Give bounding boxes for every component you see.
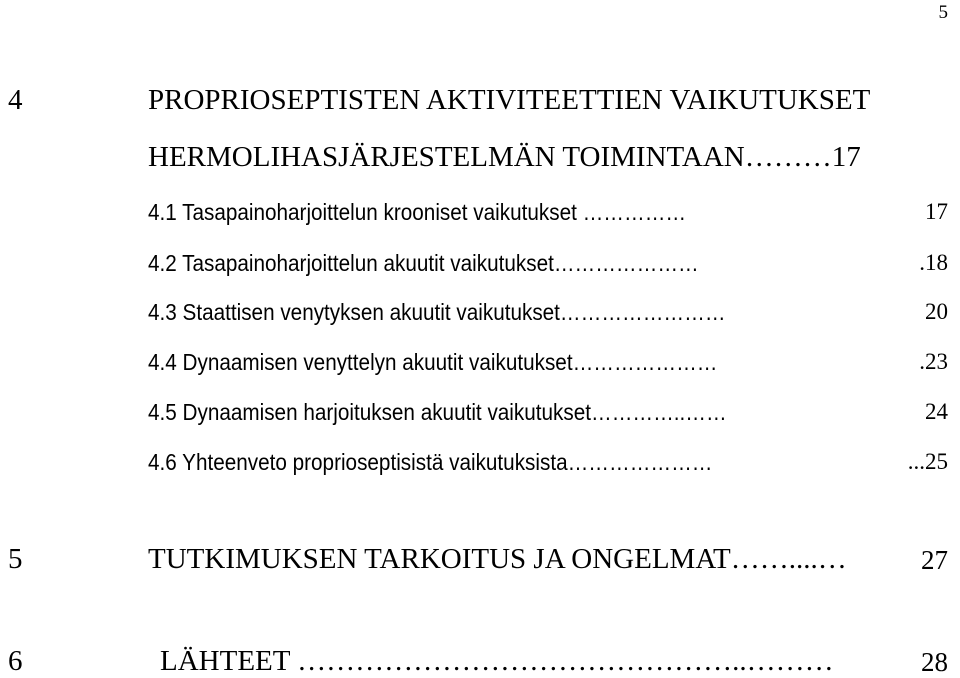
- chapter-6-page: 28: [921, 647, 948, 677]
- section-4-2-entry: 4.2 Tasapainoharjoittelun akuutit vaikutukset…………………: [148, 250, 699, 276]
- chapter-4-title-line-2: HERMOLIHASJÄRJESTELMÄN TOIMINTAAN………17: [148, 141, 861, 173]
- section-4-6-page: ...25: [907, 449, 948, 474]
- chapter-5-title: TUTKIMUKSEN TARKOITUS JA ONGELMAT……....…: [148, 543, 847, 575]
- chapter-4-title-line-1: PROPRIOSEPTISTEN AKTIVITEETTIEN VAIKUTUKSET: [148, 84, 871, 116]
- section-4-3-page: 20: [925, 299, 948, 324]
- page-number: 5: [938, 2, 948, 23]
- section-4-5-entry: 4.5 Dynaamisen harjoituksen akuutit vaikutukset…………..……: [148, 399, 727, 425]
- chapter-5-number: 5: [8, 543, 23, 575]
- section-4-6-entry: 4.6 Yhteenveto proprioseptisistä vaikutuksista…………………: [148, 449, 713, 475]
- section-4-3-entry: 4.3 Staattisen venytyksen akuutit vaikutukset……………………: [148, 299, 726, 325]
- section-4-2-page: .18: [919, 250, 948, 275]
- section-4-1-entry: 4.1 Tasapainoharjoittelun krooniset vaikutukset ……………: [148, 199, 687, 225]
- section-4-4-entry: 4.4 Dynaamisen venyttelyn akuutit vaikutukset…………………: [148, 349, 718, 375]
- chapter-6-title: LÄHTEET ………………………………………..………: [160, 645, 834, 677]
- section-4-4-page: .23: [919, 349, 948, 374]
- chapter-5-page: 27: [921, 545, 948, 575]
- section-4-5-page: 24: [925, 399, 948, 424]
- chapter-4-number: 4: [8, 84, 23, 116]
- section-4-1-page: 17: [925, 199, 948, 224]
- chapter-6-number: 6: [8, 645, 23, 677]
